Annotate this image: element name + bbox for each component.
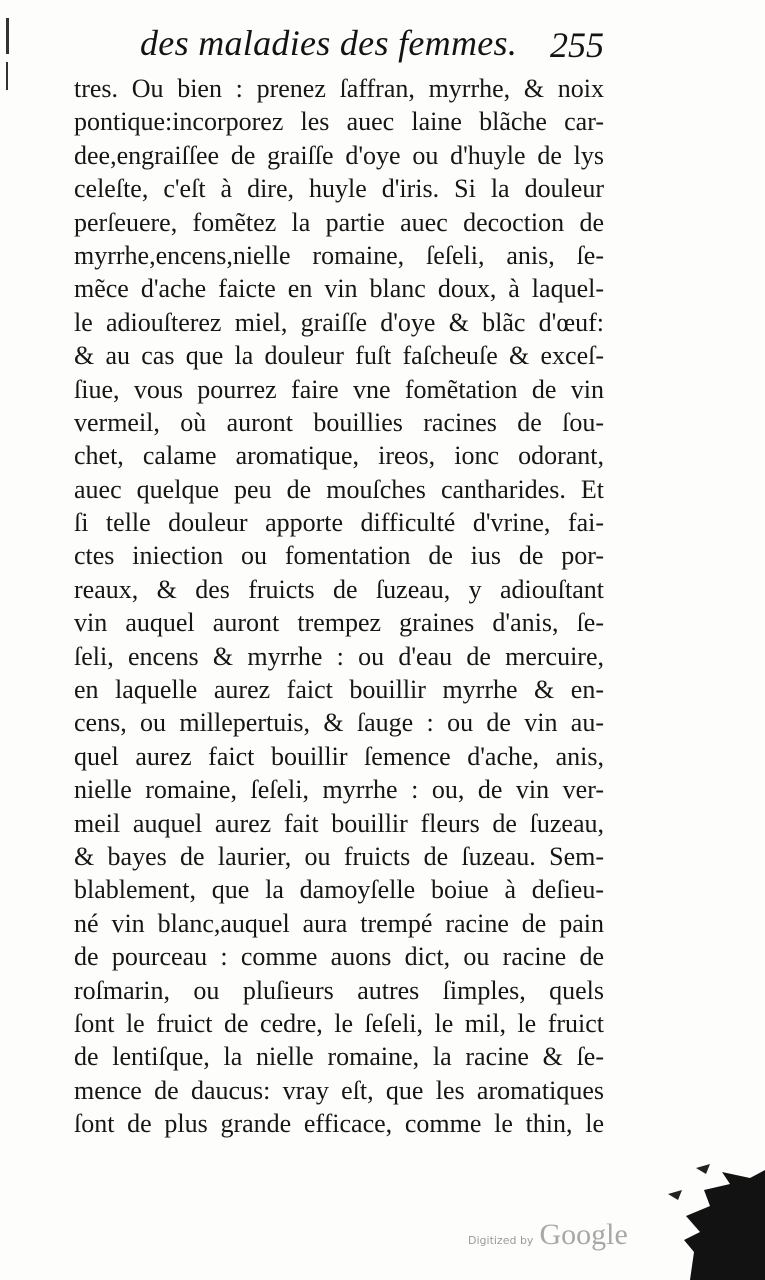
running-title: des maladies des femmes.: [140, 23, 518, 63]
text-line: celeſte, c'eſt à dire, huyle d'iris. Si la douleur: [74, 174, 604, 204]
binding-mark: [6, 62, 8, 90]
binding-mark: [6, 18, 9, 54]
text-line: vin auquel auront trempez graines d'anis, ſe-: [74, 608, 604, 638]
text-line: né vin blanc,auquel aura trempé racine de pain: [74, 908, 604, 938]
text-line: reaux, & des fruicts de ſuzeau, y adiouſtant: [74, 574, 604, 604]
page-number: 255: [550, 25, 604, 65]
text-line: mence de daucus: vray eſt, que les aromatiques: [74, 1075, 604, 1105]
text-line: pontique:incorporez les auec laine blãche car-: [74, 107, 604, 137]
text-line: auec quelque peu de mouſches cantharides. Et: [74, 474, 604, 504]
text-line: mẽce d'ache faicte en vin blanc doux, à laquel-: [74, 274, 604, 304]
body-text: [74, 72, 604, 1141]
text-line: tres. Ou bien : prenez ſaffran, myrrhe, & noix: [74, 74, 604, 103]
text-line: chet, calame aromatique, ireos, ionc odorant,: [74, 441, 604, 471]
text-line: en laquelle aurez faict bouillir myrrhe & en-: [74, 675, 604, 705]
text-line: myrrhe,encens,nielle romaine, ſeſeli, anis, ſe-: [74, 240, 604, 270]
text-line: de lentiſque, la nielle romaine, la racine & ſe-: [74, 1042, 604, 1072]
text-line: de pourceau : comme auons dict, ou racine de: [74, 942, 604, 972]
page-header: [140, 14, 610, 72]
text-line: dee,engraiſſee de graiſſe d'oye ou d'huyle de lys: [74, 140, 604, 170]
text-line: le adiouſterez miel, graiſſe d'oye & blãc d'œuf:: [74, 307, 604, 337]
text-line: quel aurez faict bouillir ſemence d'ache, anis,: [74, 741, 604, 771]
text-line: cens, ou millepertuis, & ſauge : ou de vin au-: [74, 708, 604, 738]
text-line: & au cas que la douleur fuſt faſcheuſe & exceſ-: [74, 341, 604, 371]
page-corner-damage: [660, 1160, 765, 1280]
text-line: ſiue, vous pourrez faire vne fomẽtation de vin: [74, 374, 604, 404]
watermark-prefix: Digitized by: [468, 1234, 534, 1247]
text-line: ctes iniection ou fomentation de ius de por-: [74, 541, 604, 571]
text-line: ſeli, encens & myrrhe : ou d'eau de mercuire,: [74, 641, 604, 671]
text-line: ſont le fruict de cedre, le ſeſeli, le mil, le fruict: [74, 1008, 604, 1038]
text-line: roſmarin, ou pluſieurs autres ſimples, quels: [74, 975, 604, 1005]
text-line: ſont de plus grande efficace, comme le thin, le: [74, 1109, 604, 1139]
text-line: ſi telle douleur apporte difficulté d'vrine, fai-: [74, 508, 604, 538]
text-line: vermeil, où auront bouillies racines de ſou-: [74, 407, 604, 437]
text-line: meil auquel aurez fait bouillir fleurs de ſuzeau,: [74, 808, 604, 838]
text-line: nielle romaine, ſeſeli, myrrhe : ou, de vin ver-: [74, 775, 604, 805]
text-line: blablement, que la damoyſelle boiue à deſieu-: [74, 875, 604, 905]
text-line: & bayes de laurier, ou fruicts de ſuzeau. Sem-: [74, 841, 604, 871]
text-line: perſeuere, fomẽtez la partie auec decoction de: [74, 207, 604, 237]
watermark-brand: Google: [539, 1218, 628, 1251]
digitization-watermark: [468, 1218, 628, 1252]
